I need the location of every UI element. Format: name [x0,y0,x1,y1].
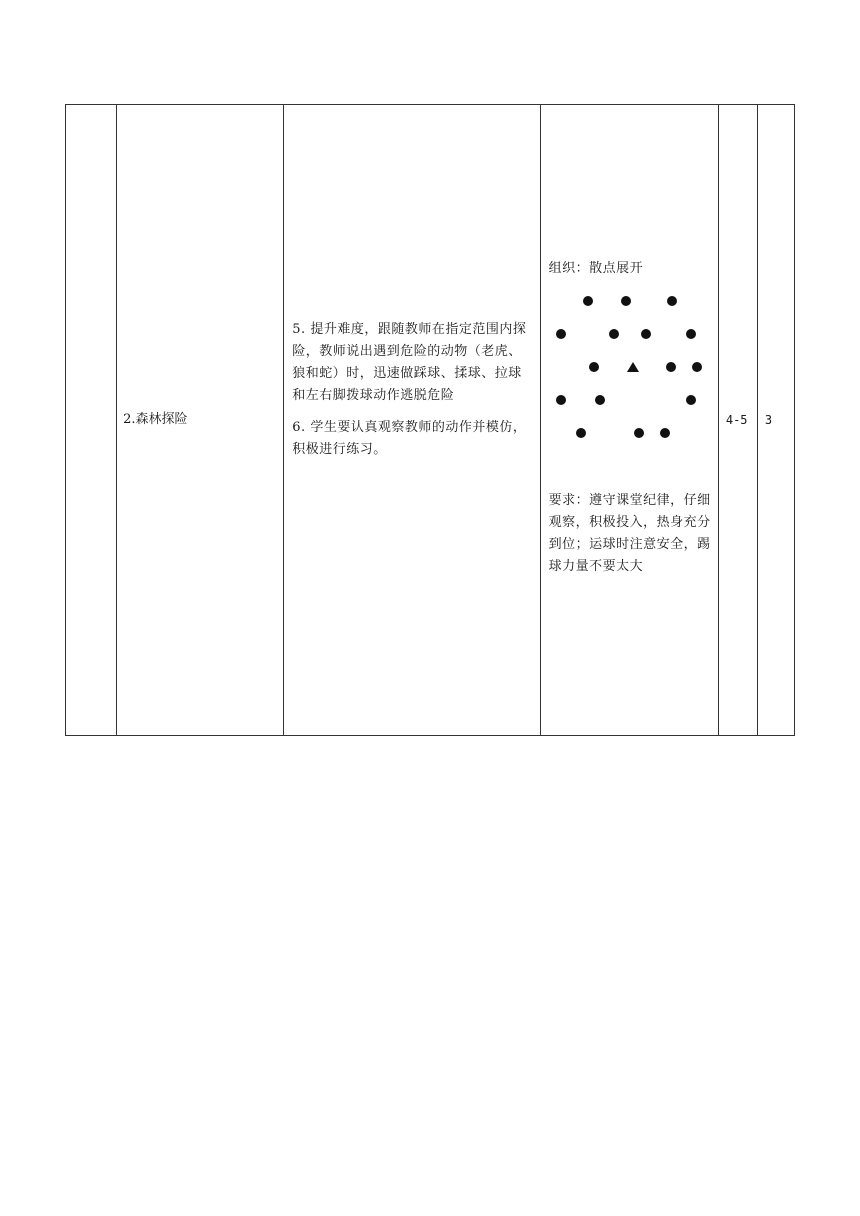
organization-cell [540,105,718,736]
student-dot [686,395,696,405]
student-dot [589,362,599,372]
student-dot [556,395,566,405]
student-dot [692,362,702,372]
student-dot [686,329,696,339]
duration-cell [757,105,794,736]
student-dot [609,329,619,339]
teaching-content-cell [284,105,540,736]
section-cell [66,105,117,736]
student-dot [660,428,670,438]
teacher-triangle-icon [627,362,639,372]
student-dot [634,428,644,438]
activity-name-cell [117,105,284,736]
student-dot [666,362,676,372]
repetitions-value: 4-5 [725,413,748,427]
student-dot [667,296,677,306]
content-step-6: 6. 学生要认真观察教师的动作并模仿，积极进行练习。 [292,420,527,457]
student-dot [595,395,605,405]
student-dot [576,428,586,438]
student-dot [621,296,631,306]
table-row [66,105,795,736]
activity-name: 2.森林探险 [123,412,188,427]
requirement-text: 要求：遵守课堂纪律，仔细观察，积极投入，热身充分到位；运球时注意安全，踢球力量不要太大 [548,493,711,574]
repetitions-cell [718,105,757,736]
organization-label: 组织：散点展开 [548,261,644,276]
content-step-5: 5. 提升难度，跟随教师在指定范围内探险，教师说出遇到危险的动物（老虎、狼和蛇）时，迅速做踩球、揉球、拉球和左右脚拨球动作逃脱危险 [292,322,527,403]
lesson-plan-table [65,104,795,736]
student-dot [556,329,566,339]
duration-value: 3 [764,413,773,427]
student-dot [583,296,593,306]
scatter-formation-diagram [549,286,719,456]
student-dot [641,329,651,339]
